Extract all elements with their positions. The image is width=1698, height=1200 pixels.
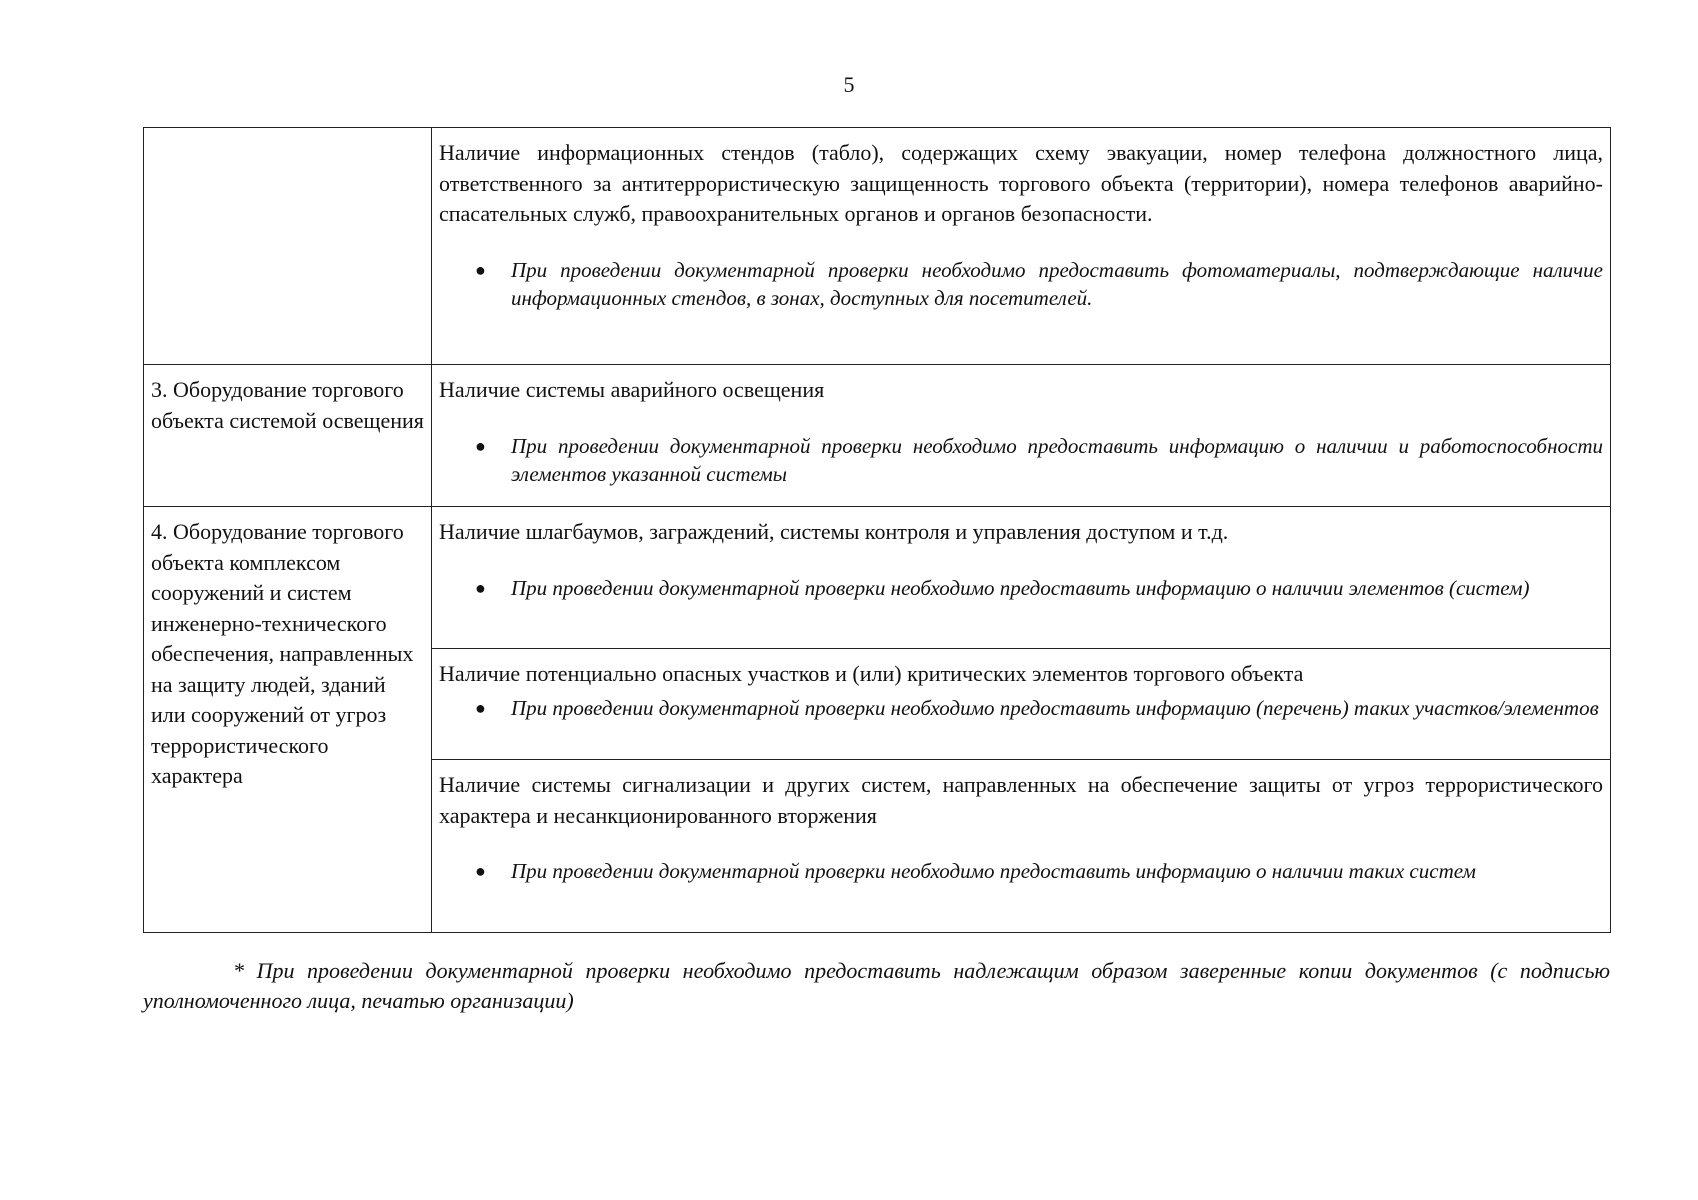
requirement-cell <box>432 649 1611 760</box>
requirement-cell <box>432 365 1611 507</box>
note-item <box>439 857 1603 885</box>
note-text: При проведении документарной проверки необходимо предоставить информацию о наличии таких систем <box>511 859 1476 883</box>
requirement-text: Наличие шлагбаумов, заграждений, системы контроля и управления доступом и т.д. <box>439 519 1229 544</box>
bullet-icon: ● <box>475 861 486 881</box>
criterion-cell: 3. Оборудование торгового объекта системой освещения <box>144 365 432 507</box>
requirements-table <box>143 127 1611 933</box>
requirement-text: Наличие потенциально опасных участков и (или) критических элементов торгового объекта <box>439 661 1304 686</box>
note-item <box>439 574 1603 602</box>
note-text: При проведении документарной проверки необходимо предоставить фотоматериалы, подтверждающие наличие информационных стендов, в зонах, доступных для посетителей. <box>511 257 1603 310</box>
note-item <box>439 432 1603 488</box>
note-text: При проведении документарной проверки необходимо предоставить информацию о наличии и работоспособности элементов указанной системы <box>511 433 1603 486</box>
table-row <box>144 507 1611 649</box>
requirement-cell <box>432 760 1611 933</box>
note-item <box>439 694 1603 722</box>
note-text: При проведении документарной проверки необходимо предоставить информацию о наличии элементов (систем) <box>511 575 1530 600</box>
criterion-cell <box>144 128 432 365</box>
bullet-icon: ● <box>475 259 486 280</box>
footnote: * При проведении документарной проверки необходимо предоставить надлежащим образом заверенные копии документов (с подписью уполномоченного лица, печатью организации) <box>143 958 1610 1013</box>
table-row <box>144 128 1611 365</box>
requirement-text: Наличие системы аварийного освещения <box>439 377 825 402</box>
bullet-icon: ● <box>475 435 486 456</box>
bullet-icon: ● <box>475 697 486 718</box>
page-number: 5 <box>843 72 855 97</box>
requirement-cell <box>432 507 1611 649</box>
bullet-icon: ● <box>475 577 486 598</box>
requirement-text: Наличие системы сигнализации и других систем, направленных на обеспечение защиты от угроз террористического характера и несанкционированного вторжения <box>439 772 1603 828</box>
table-row <box>144 365 1611 507</box>
note-text: При проведении документарной проверки необходимо предоставить информацию (перечень) таких участков/элементов <box>511 695 1599 720</box>
requirement-text: Наличие информационных стендов (табло), содержащих схему эвакуации, номер телефона должностного лица, ответственного за антитеррористическую защищенность торгового объекта (территории), номера телефонов аварийно-спасательных служб, правоохранительных органов и органов безопасности. <box>439 140 1603 226</box>
requirement-cell <box>432 128 1611 365</box>
criterion-cell: 4. Оборудование торгового объекта комплексом сооружений и систем инженерно-технического обеспечения, направленных на защиту людей, зданий или сооружений от угроз террористического характера <box>144 507 432 933</box>
note-item <box>439 256 1603 312</box>
